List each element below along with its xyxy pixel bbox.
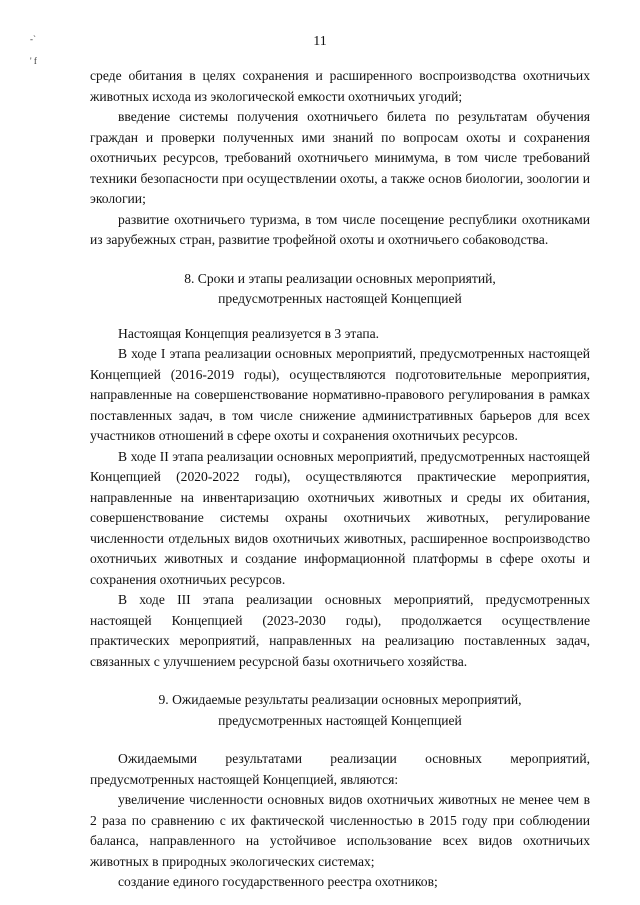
section-heading-line: предусмотренных настоящей Концепцией — [218, 712, 462, 728]
section-8-heading — [90, 269, 590, 310]
margin-mark: -` — [30, 34, 36, 44]
margin-mark: ' f — [30, 56, 37, 66]
paragraph: В ходе III этапа реализации основных мероприятий, предусмотренных настоящей Концепцией (2023-2030 годы), продолжается осуществление практических мероприятий, направленных на реализацию поставленных задач, связанных с улучшением ресурсной базы охотничьего хозяйства. — [90, 592, 590, 669]
paragraph: введение системы получения охотничьего билета по результатам обучения граждан и проверки полученных ими знаний по вопросам охоты и сохранения охотничьих ресурсов, требований охотничьего минимума, в том числе требований техники безопасности при осуществлении охоты, а также основ биологии, зоологии и экологии; — [90, 109, 590, 206]
paragraph: Ожидаемыми результатами реализации основных мероприятий, предусмотренных настоящей Концепцией, являются: — [90, 751, 590, 787]
section-heading-line: 8. Сроки и этапы реализации основных мероприятий, — [184, 270, 496, 286]
paragraph: развитие охотничьего туризма, в том числе посещение республики охотниками из зарубежных стран, развитие трофейной охоты и охотничьего собаководства. — [90, 211, 590, 247]
page-number: 11 — [313, 34, 327, 49]
paragraph: среде обитания в целях сохранения и расширенного воспроизводства охотничьих животных исхода из экологической емкости охотничьих угодий; — [90, 68, 590, 104]
paragraph: В ходе I этапа реализации основных мероприятий, предусмотренных настоящей Концепцией (2016-2019 годы), осуществляются подготовительные мероприятия, направленные на совершенствование нормативно-правового регулирования в рамках поставленных задач, в том числе снижение административных барьеров для всех участников отношений в сфере охоты и сохранения охотничьих ресурсов. — [90, 346, 590, 443]
section-9-heading — [90, 690, 590, 731]
paragraph: Настоящая Концепция реализуется в 3 этапа. — [118, 325, 380, 341]
section-heading-line: 9. Ожидаемые результаты реализации основных мероприятий, — [158, 692, 522, 707]
paragraph: увеличение численности основных видов охотничьих животных не менее чем в 2 раза по сравнению с их фактической численностью в 2015 году при соблюдении баланса, направленного на устойчивое использование всех видов охотничьих животных в природных экологических системах; — [90, 792, 590, 869]
section-heading-line: предусмотренных настоящей Концепцией — [218, 291, 462, 306]
paragraph: В ходе II этапа реализации основных мероприятий, предусмотренных настоящей Концепцией (2020-2022 годы), осуществляются практические мероприятия, направленные на инвентаризацию охотничьих животных и среды их обитания, совершенствование системы охраны охотничьих животных, регулирование численности отдельных видов охотничьих животных, расширенное воспроизводство охотничьих животных и создание информационной платформы в сфере охоты и сохранения охотничьих ресурсов. — [90, 448, 590, 587]
paragraph: создание единого государственного реестра охотников; — [118, 874, 438, 889]
document-body — [90, 66, 590, 893]
